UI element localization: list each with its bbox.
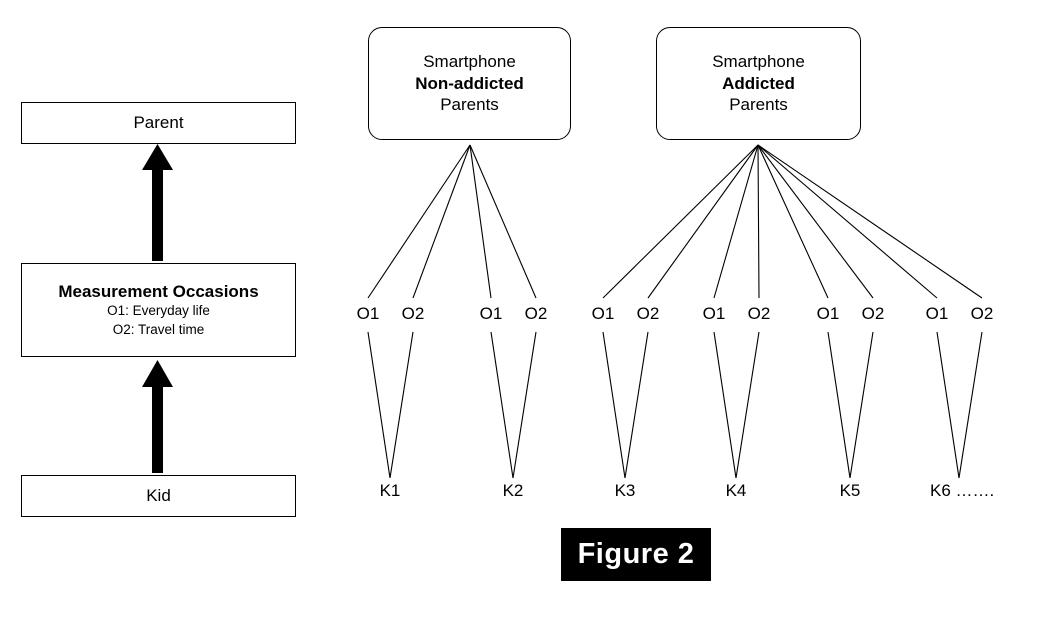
group-title-line2: Non-addicted: [415, 73, 524, 93]
occasion-label: O2: [636, 304, 660, 323]
occasion-label: O1: [925, 304, 949, 323]
legend-parent-box: [21, 102, 296, 144]
group-title-line3: Parents: [440, 95, 499, 115]
legend-measurement-line2: O2: Travel time: [112, 321, 205, 337]
legend-kid-label: Kid: [146, 486, 171, 506]
occasion-label: O1: [816, 304, 840, 323]
group-title-line3: Parents: [729, 95, 788, 115]
kid-label: K5: [839, 481, 861, 500]
occasion-label: O2: [970, 304, 994, 323]
legend-measurement-line1: O1: Everyday life: [107, 303, 210, 319]
legend-kid-box: [21, 475, 296, 517]
group-title-line2: Addicted: [722, 73, 795, 93]
kid-label: K1: [379, 481, 401, 500]
occasion-label: O1: [356, 304, 380, 323]
occasion-label: O2: [747, 304, 771, 323]
legend-arrow-upper: [142, 144, 173, 261]
occasion-label: O1: [479, 304, 503, 323]
group-node-addicted: [656, 27, 861, 140]
occasion-label: O2: [861, 304, 885, 323]
occasion-label: O1: [591, 304, 615, 323]
occasion-label: O1: [702, 304, 726, 323]
figure-caption: [561, 528, 711, 581]
group-node-non-addicted: [368, 27, 571, 140]
occasion-label: O2: [524, 304, 548, 323]
kid-label: K4: [725, 481, 747, 500]
group-title-line1: Smartphone: [423, 51, 516, 71]
occasion-label: O2: [401, 304, 425, 323]
figure-caption-text: Figure 2: [577, 538, 695, 570]
kid-label: K3: [614, 481, 636, 500]
legend-parent-label: Parent: [133, 113, 184, 133]
legend-arrow-lower: [142, 360, 173, 473]
group-title-line1: Smartphone: [712, 51, 805, 71]
kid-label: K2: [502, 481, 524, 500]
legend-measurement-title: Measurement Occasions: [58, 282, 259, 302]
legend-measurement-box: [21, 263, 296, 357]
kid-label: K6 …….: [930, 481, 995, 500]
